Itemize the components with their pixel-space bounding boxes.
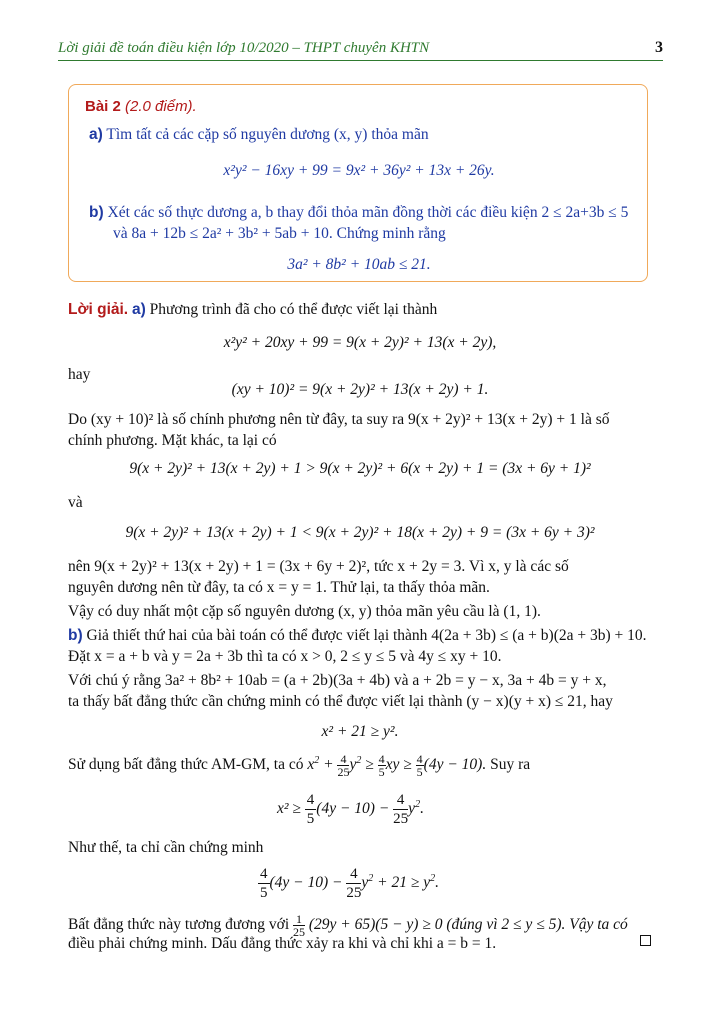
part-a-question — [89, 125, 429, 145]
qed-square-icon — [640, 935, 651, 946]
solution-b-line-2: Đặt x = a + b và y = 2a + 3b thì ta có x > 0, 2 ≤ y ≤ 5 và 4y ≤ xy + 10. — [68, 648, 502, 665]
solution-b-line-3: Với chú ý rằng 3a² + 8b² + 10ab = (a + 2b)(3a + 4b) và a + 2b = y − x, 3a + 4b = y + x, — [68, 672, 607, 689]
suy-ra-text: Suy ra — [490, 756, 531, 774]
am-gm-text: Sử dụng bất đẳng thức AM-GM, ta có — [68, 756, 304, 774]
part-b-question — [89, 203, 628, 223]
problem-points: (2.0 điểm). — [125, 98, 197, 115]
page-header — [58, 38, 663, 61]
frac-4-25: $\frac{4}{25}$ — [337, 752, 350, 779]
header-title: Lời giải đề toán điều kiện lớp 10/2020 – THPT chuyên KHTN — [58, 40, 430, 56]
final-line-1-pre: Bất đẳng thức này tương đương với — [68, 916, 290, 934]
solution-b-line-1-text: Giả thiết thứ hai của bài toán có thể được viết lại thành 4(2a + 3b) ≤ (a + b)(2a + 3b) + 10. — [86, 627, 647, 644]
equation-6: x² ≥ $\frac{4}{5}$ (4y − 10) − $\frac{4}{25}$ $y^2$. — [277, 791, 424, 827]
part-a-equation: x²y² − 16xy + 99 = 9x² + 36y² + 13x + 26y. — [223, 162, 495, 179]
equation-2: (xy + 10)² = 9(x + 2y)² + 13(x + 2y) + 1. — [231, 381, 489, 398]
part-b-text-2: và 8a + 12b ≤ 2a² + 3b² + 5ab + 10. Chứng minh rằng — [113, 225, 446, 242]
frac-1-25: $\frac{1}{25}$ — [293, 912, 305, 939]
solution-b-label: b) — [68, 627, 83, 644]
solution-b-line-1 — [68, 626, 647, 646]
nhu-the-line: Như thế, ta chỉ cần chứng minh — [68, 839, 264, 856]
problem-heading — [85, 97, 197, 117]
paragraph-2-line-1: nên 9(x + 2y)² + 13(x + 2y) + 1 = (3x + 6y + 2)², tức x + 2y = 3. Vì x, y là các số — [68, 558, 569, 575]
part-a-label: a) — [89, 126, 103, 143]
equation-7: $\frac{4}{5}$ (4y − 10) − $\frac{4}{25}$ $y^2 + 21 \ge y^2$. — [260, 865, 439, 901]
final-line-1-post: (29y + 65)(5 − y) ≥ 0 (đúng vì 2 ≤ y ≤ 5). Vậy ta có — [308, 916, 628, 934]
solution-intro — [68, 300, 437, 320]
solution-a-label: a) — [131, 301, 146, 318]
word-va: và — [68, 494, 83, 511]
part-a-text: Tìm tất cả các cặp số nguyên dương (x, y) thỏa mãn — [106, 126, 429, 143]
final-line-2: điều phải chứng minh. Dấu đẳng thức xảy ra khi và chỉ khi a = b = 1. — [68, 935, 497, 952]
problem-box — [68, 84, 648, 282]
solution-a-intro: Phương trình đã cho có thể được viết lại thành — [149, 301, 438, 318]
equation-1: x²y² + 20xy + 99 = 9(x + 2y)² + 13(x + 2y), — [223, 334, 497, 351]
solution-b-line-4: ta thấy bất đẳng thức cần chứng minh có thể được viết lại thành (y − x)(y + x) ≤ 21, hay — [68, 693, 613, 710]
paragraph-2-line-2: nguyên dương nên từ đây, ta có x = y = 1. Thử lại, ta thấy thỏa mãn. — [68, 579, 490, 596]
solution-label: Lời giải. — [68, 301, 129, 318]
equation-6-lhs: x² ≥ — [277, 800, 301, 817]
word-hay: hay — [68, 366, 91, 383]
equation-5: x² + 21 ≥ y². — [321, 723, 399, 740]
paragraph-1-line-2: chính phương. Mặt khác, ta lại có — [68, 432, 277, 449]
part-b-label: b) — [89, 204, 104, 221]
paragraph-3: Vậy có duy nhất một cặp số nguyên dương (x, y) thỏa mãn yêu cầu là (1, 1). — [68, 603, 541, 620]
part-b-inequality: 3a² + 8b² + 10ab ≤ 21. — [287, 256, 431, 273]
am-gm-line: Sử dụng bất đẳng thức AM-GM, ta có $x^2$ + $\frac{4}{25}$ $y^2$ ≥ $\frac{4}{5}$ xy ≥ $\frac{4}{5}$ (4y − 10). Suy ra — [68, 752, 531, 779]
problem-label: Bài 2 — [85, 98, 121, 115]
frac-4-5-b: $\frac{4}{5}$ — [416, 752, 423, 779]
part-b-text-1: Xét các số thực dương a, b thay đổi thỏa mãn đồng thời các điều kiện 2 ≤ 2a+3b ≤ 5 — [107, 204, 629, 221]
paragraph-1-line-1: Do (xy + 10)² là số chính phương nên từ đây, ta suy ra 9(x + 2y)² + 13(x + 2y) + 1 là số — [68, 411, 610, 428]
frac-4-5: $\frac{4}{5}$ — [378, 752, 385, 779]
equation-4: 9(x + 2y)² + 13(x + 2y) + 1 < 9(x + 2y)² + 18(x + 2y) + 9 = (3x + 6y + 3)² — [125, 524, 595, 541]
equation-3: 9(x + 2y)² + 13(x + 2y) + 1 > 9(x + 2y)² + 6(x + 2y) + 1 = (3x + 6y + 1)² — [129, 460, 591, 477]
page-number: 3 — [655, 39, 663, 56]
